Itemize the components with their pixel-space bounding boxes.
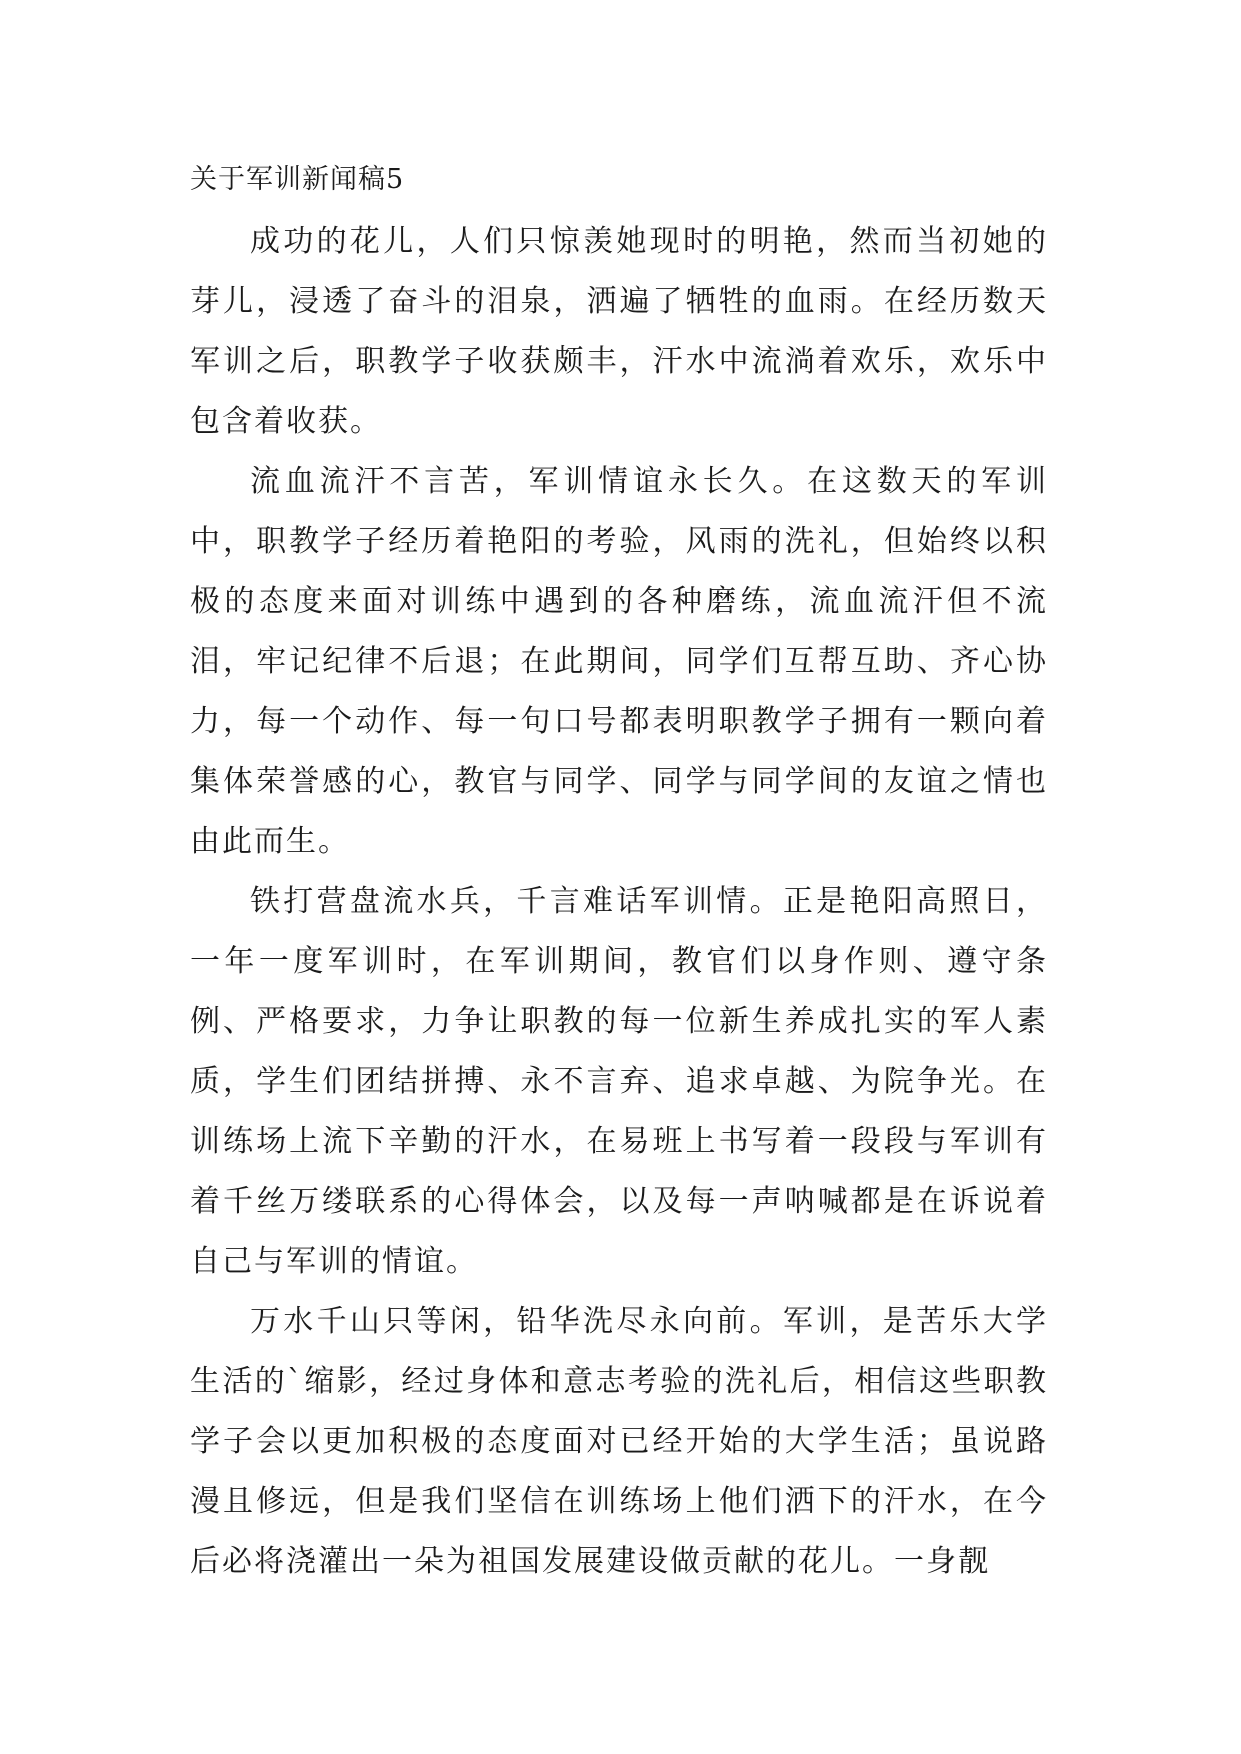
paragraph-1: 成功的花儿，人们只惊羡她现时的明艳，然而当初她的芽儿，浸透了奋斗的泪泉，洒遍了牺牲的血雨。在经历数天军训之后，职教学子收获颇丰，汗水中流淌着欢乐，欢乐中包含着收获。 [190, 224, 1048, 439]
document-title: 关于军训新闻稿5 [190, 164, 405, 195]
paragraph-3: 铁打营盘流水兵，千言难话军训情。正是艳阳高照日，一年一度军训时，在军训期间，教官们以身作则、遵守条例、严格要求，力争让职教的每一位新生养成扎实的军人素质，学生们团结拼搏、永不言弃、追求卓越、为院争光。在训练场上流下辛勤的汗水，在易班上书写着一段段与军训有着千丝万缕联系的心得体会，以及每一声呐喊都是在诉说着自己与军训的情谊。 [190, 884, 1048, 1279]
document-body [190, 160, 1048, 1592]
paragraph-4: 万水千山只等闲，铅华洗尽永向前。军训，是苦乐大学生活的`缩影，经过身体和意志考验的洗礼后，相信这些职教学子会以更加积极的态度面对已经开始的大学生活；虽说路漫且修远，但是我们坚信在训练场上他们洒下的汗水，在今后必将浇灌出一朵为祖国发展建设做贡献的花儿。一身靓 [190, 1304, 1048, 1579]
paragraph-2: 流血流汗不言苦，军训情谊永长久。在这数天的军训中，职教学子经历着艳阳的考验，风雨的洗礼，但始终以积极的态度来面对训练中遇到的各种磨练，流血流汗但不流泪，牢记纪律不后退；在此期间，同学们互帮互助、齐心协力，每一个动作、每一句口号都表明职教学子拥有一颗向着集体荣誉感的心，教官与同学、同学与同学间的友谊之情也由此而生。 [190, 464, 1048, 859]
